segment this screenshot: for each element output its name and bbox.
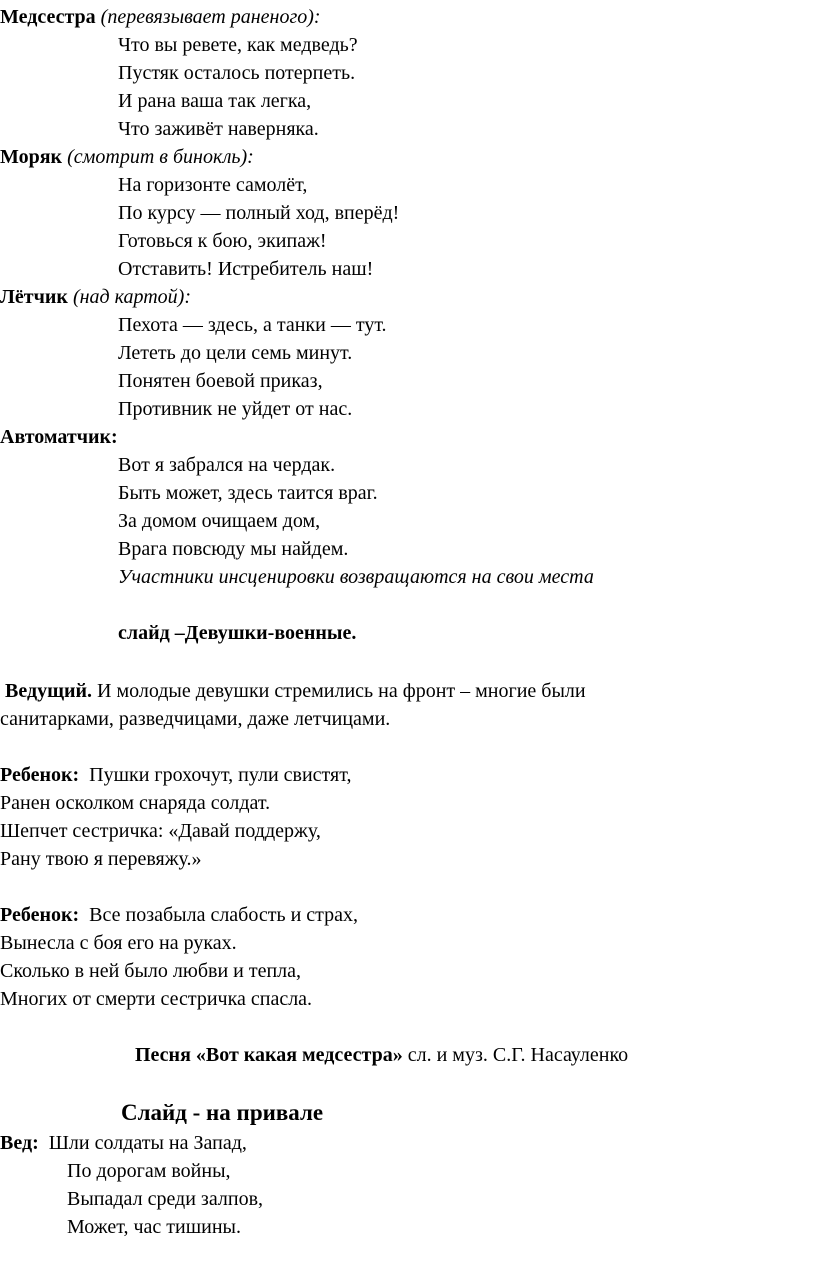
song-credits: сл. и муз. С.Г. Насауленко — [407, 1044, 629, 1066]
verse-line: И рана ваша так легка, — [118, 90, 312, 112]
verse-line: Все позабыла слабость и страх, — [89, 904, 359, 926]
host-text-continued: санитарками, разведчицами, даже летчицами. — [0, 708, 391, 730]
verse-line: За домом очищаем дом, — [118, 510, 321, 532]
host-verse-start — [0, 1129, 247, 1157]
speaker-label: Ребенок: — [0, 764, 80, 786]
verse-line: Шепчет сестричка: «Давай поддержу, — [0, 820, 321, 842]
nurse-heading — [0, 3, 321, 31]
verse-line: Что заживёт наверняка. — [118, 118, 319, 140]
song-title: Песня «Вот какая медсестра» — [135, 1044, 403, 1066]
verse-line: Ранен осколком снаряда солдат. — [0, 792, 271, 814]
sailor-heading — [0, 143, 254, 171]
host-paragraph — [0, 677, 586, 705]
verse-line: Противник не уйдет от нас. — [118, 398, 353, 420]
verse-line: Пушки грохочут, пули свистят, — [89, 764, 352, 786]
verse-line: На горизонте самолёт, — [118, 174, 308, 196]
verse-line: Что вы ревете, как медведь? — [118, 34, 358, 56]
verse-line: Может, час тишины. — [67, 1216, 241, 1238]
speaker-label: Медсестра — [0, 6, 96, 28]
song-line — [135, 1041, 628, 1069]
verse-line: Выпадал среди залпов, — [67, 1188, 264, 1210]
verse-line: Многих от смерти сестричка спасла. — [0, 988, 313, 1010]
verse-line: Сколько в ней было любви и тепла, — [0, 960, 302, 982]
verse-line: Отставить! Истребитель наш! — [118, 258, 374, 280]
verse-line: Пехота — здесь, а танки — тут. — [118, 314, 387, 336]
verse-line: По курсу — полный ход, вперёд! — [118, 202, 400, 224]
speaker-label: Ведущий. — [5, 680, 93, 702]
verse-line: Готовься к бою, экипаж! — [118, 230, 327, 252]
speaker-label: Автоматчик: — [0, 426, 118, 448]
speaker-label: Ребенок: — [0, 904, 80, 926]
pilot-heading — [0, 283, 191, 311]
stage-direction: (смотрит в бинокль): — [67, 146, 254, 168]
verse-line: Понятен боевой приказ, — [118, 370, 323, 392]
host-text: И молодые девушки стремились на фронт – многие были — [97, 680, 586, 702]
verse-line: Вот я забрался на чердак. — [118, 454, 336, 476]
verse-line: Рану твою я перевяжу.» — [0, 848, 202, 870]
verse-line: Врага повсюду мы найдем. — [118, 538, 349, 560]
speaker-label: Вед: — [0, 1132, 39, 1154]
speaker-label: Моряк — [0, 146, 63, 168]
stage-direction: (перевязывает раненого): — [100, 6, 321, 28]
child-verse-start — [0, 901, 358, 929]
verse-line: Вынесла с боя его на руках. — [0, 932, 237, 954]
verse-line: Шли солдаты на Запад, — [48, 1132, 247, 1154]
stage-direction: Участники инсценировки возвращаются на свои места — [118, 566, 594, 588]
verse-line: По дорогам войны, — [67, 1160, 231, 1182]
verse-line: Лететь до цели семь минут. — [118, 342, 353, 364]
child-verse-start — [0, 761, 351, 789]
verse-line: Пустяк осталось потерпеть. — [118, 62, 356, 84]
verse-line: Быть может, здесь таится враг. — [118, 482, 378, 504]
slide-heading: слайд –Девушки-военные. — [118, 622, 357, 644]
speaker-label: Лётчик — [0, 286, 68, 308]
stage-direction: (над картой): — [72, 286, 191, 308]
slide-heading: Слайд - на привале — [121, 1100, 324, 1125]
